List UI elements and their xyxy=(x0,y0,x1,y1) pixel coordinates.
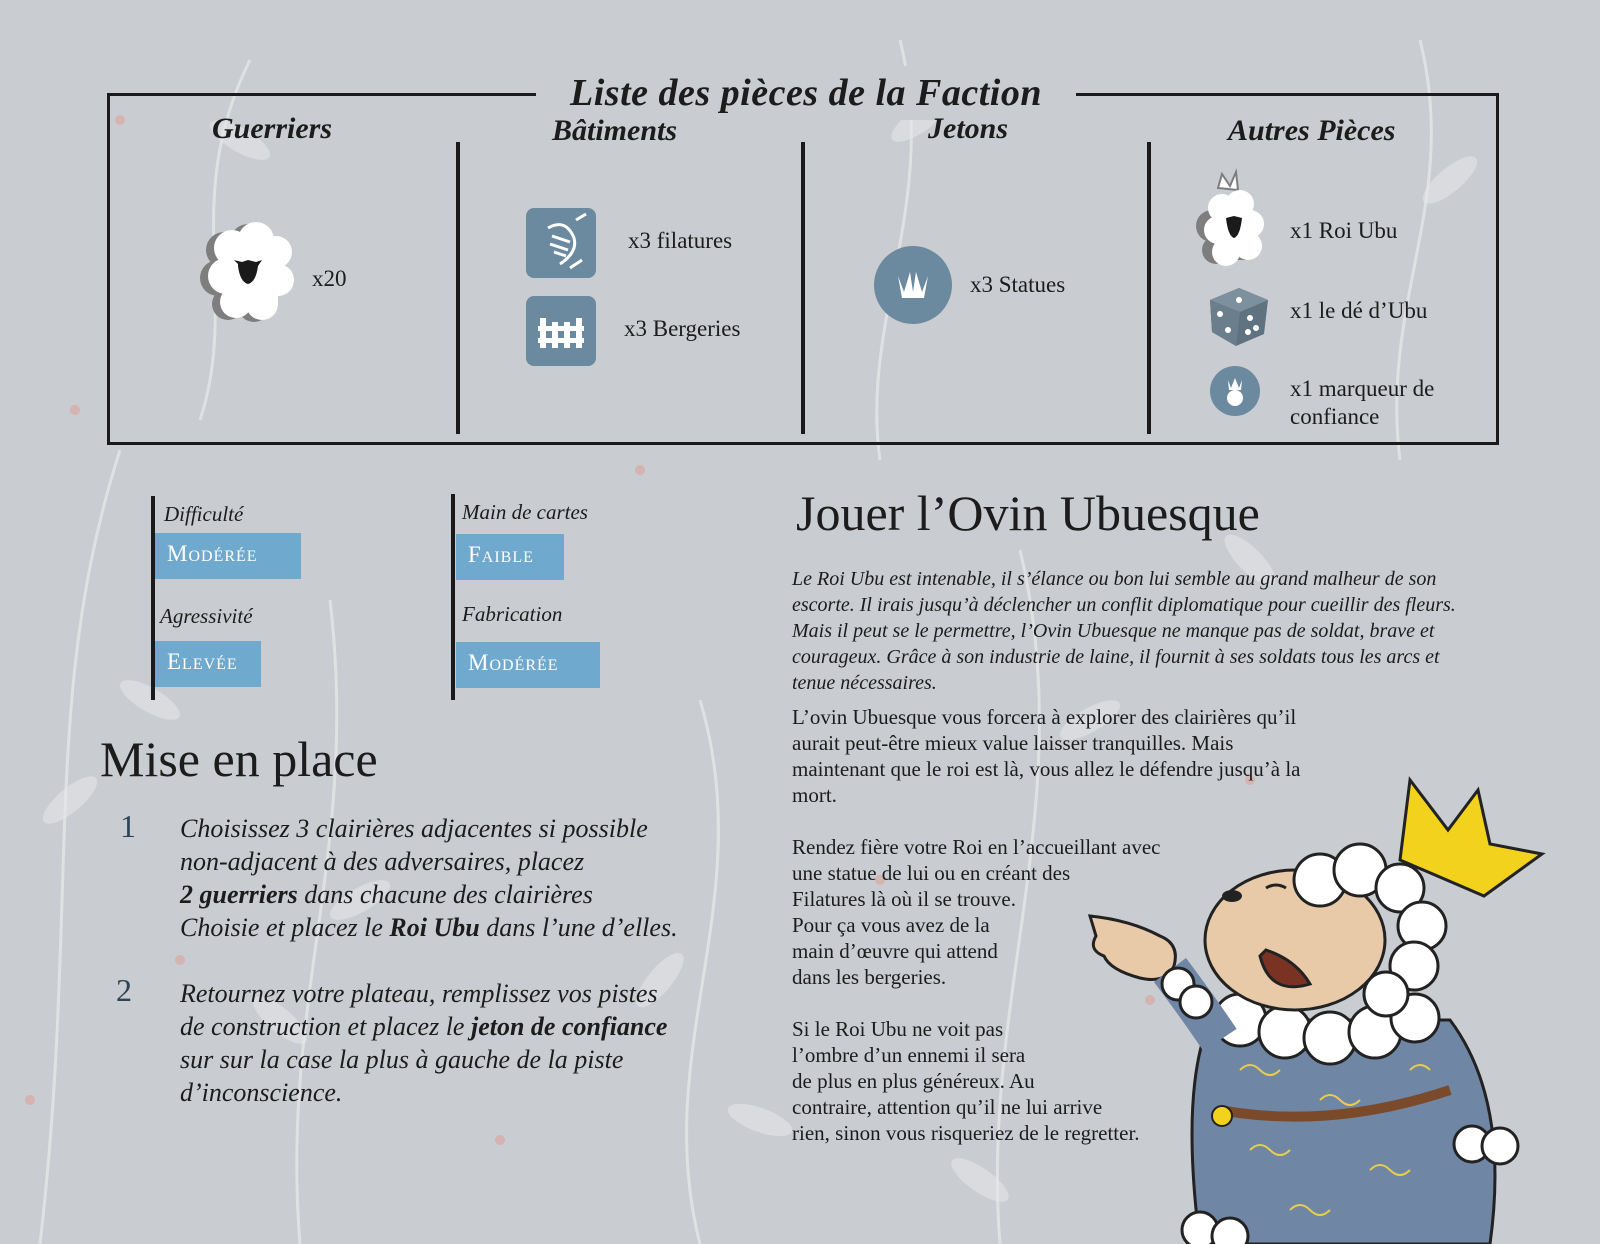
step-1-text: Choisissez 3 clairières adjacentes si possible non-adjacent à des adversaires, placez 2 guerriers dans chacune des clairières Choisie et placez le Roi Ubu dans l’une d’elles. xyxy=(180,814,678,942)
hand-value: Faible xyxy=(456,534,564,580)
others-item-1: x1 Roi Ubu xyxy=(1290,218,1398,243)
others-title: Autres Pièces xyxy=(1228,114,1396,147)
others-item-3: x1 marqueur de xyxy=(1290,376,1435,401)
aggressivity-label: Agressivité xyxy=(160,604,253,628)
column-divider xyxy=(801,142,805,434)
difficulty-label: Difficulté xyxy=(164,502,244,526)
difficulty-value: Modérée xyxy=(155,533,301,579)
step-2-text: Retournez votre plateau, remplissez vos pistes de construction et placez le jeton de confiance sur sur la case la plus à gauche de la piste d’inconscience. xyxy=(180,979,668,1107)
king-ubu-illustration xyxy=(1070,770,1570,1244)
play-intro: Le Roi Ubu est intenable, il s’élance ou bon lui semble au grand malheur de son escorte. Il irais jusqu’à déclencher un conflit diplomatique pour cueillir des fleurs. Mais il peut se le permettre, l’Ovin Ubuesque ne manque pas de soldat, brave et courageux. Grâce à son industrie de laine, il fournit à ses soldats tous les arcs et tenue nécessaires. xyxy=(792,568,1456,694)
warriors-count: x20 xyxy=(312,266,347,291)
others-item-2: x1 le dé d’Ubu xyxy=(1290,298,1428,323)
faction-title: Liste des pièces de la Faction xyxy=(536,66,1076,120)
tokens-title: Jetons xyxy=(928,112,1009,145)
others-item-4: confiance xyxy=(1290,404,1380,429)
ubu-dice-icon xyxy=(1206,284,1272,350)
play-paragraph-3: Si le Roi Ubu ne voit pas l’ombre d’un ennemi il sera de plus en plus généreux. Au contraire, attention qu’il ne lui arrive rien, sinon vous risqueriez de le regretter. xyxy=(792,1017,1140,1145)
trust-marker-icon xyxy=(1210,366,1260,416)
play-paragraph-1: L’ovin Ubuesque vous forcera à explorer des clairières qu’il aurait peut-être mieux value laisser tranquilles. Mais maintenant que le roi est là, vous allez le défendre jusqu’à la mort. xyxy=(792,705,1301,807)
step-2-number: 2 xyxy=(116,972,132,1008)
warrior-sheep-icon xyxy=(198,218,294,324)
hand-label: Main de cartes xyxy=(462,500,588,524)
warriors-title: Guerriers xyxy=(212,112,333,145)
setup-title: Mise en place xyxy=(100,731,378,787)
buildings-title: Bâtiments xyxy=(552,114,678,147)
king-ubu-piece-icon xyxy=(1190,168,1270,272)
step-1-number: 1 xyxy=(120,808,136,844)
buildings-item-1: x3 filatures xyxy=(628,228,733,253)
tokens-item-1: x3 Statues xyxy=(970,272,1066,297)
crafting-value: Modérée xyxy=(456,642,600,688)
column-divider xyxy=(456,142,460,434)
column-divider xyxy=(1147,142,1151,434)
play-title: Jouer l’Ovin Ubuesque xyxy=(796,485,1260,541)
aggressivity-value: Elevée xyxy=(155,641,261,687)
statue-token-icon xyxy=(874,246,952,324)
crafting-label: Fabrication xyxy=(462,602,563,626)
sheepfold-icon xyxy=(526,296,596,366)
stats-right-bar xyxy=(451,494,455,700)
spinning-mill-icon xyxy=(526,208,596,278)
buildings-item-2: x3 Bergeries xyxy=(624,316,741,341)
play-paragraph-2: Rendez fière votre Roi en l’accueillant avec une statue de lui ou en créant des Filatures là où il se trouve. Pour ça vous avez de la main d’œuvre qui attend dans les bergeries. xyxy=(792,835,1161,989)
